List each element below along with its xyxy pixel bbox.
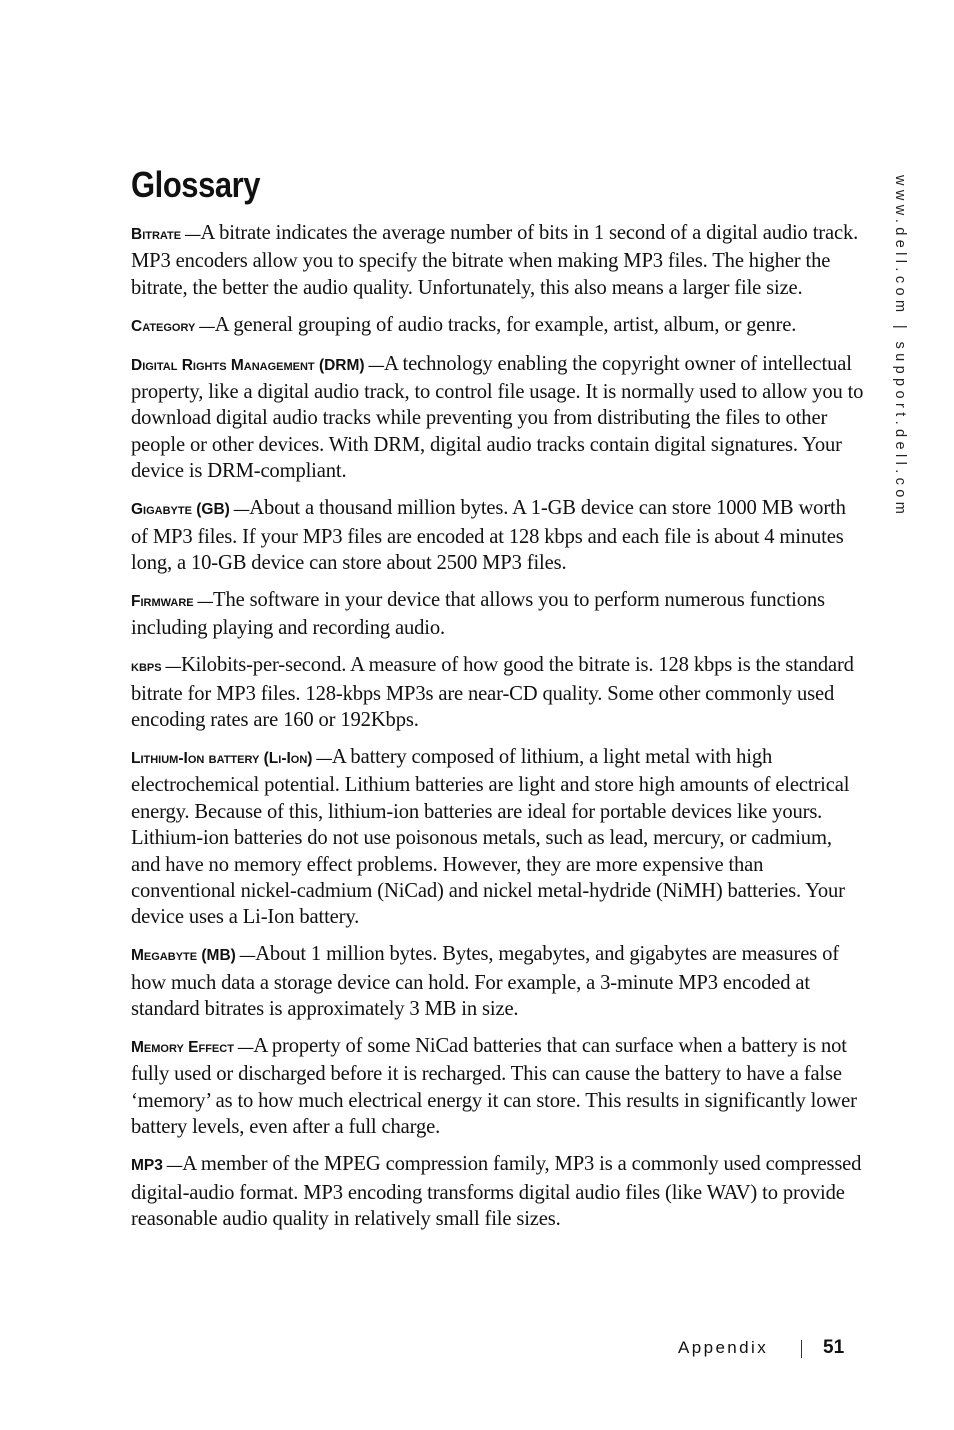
glossary-entry-gigabyte	[131, 495, 864, 576]
term-dash: —	[193, 592, 214, 610]
glossary-term: Lithium-Ion battery (Li-Ion)	[131, 749, 313, 767]
glossary-entry-firmware	[131, 587, 864, 642]
term-dash: —	[161, 658, 181, 676]
glossary-entry-drm	[131, 351, 864, 485]
glossary-entry-megabyte	[131, 941, 864, 1022]
glossary-term: MP3	[131, 1157, 163, 1175]
glossary-term: Category	[131, 317, 196, 335]
term-dash: —	[195, 317, 215, 335]
glossary-definition: A general grouping of audio tracks, for example, artist, album, or genre.	[214, 313, 797, 336]
term-dash: —	[181, 226, 201, 243]
glossary-entry-memory-effect	[131, 1033, 864, 1141]
glossary-term: Gigabyte (GB)	[131, 501, 230, 519]
footer-divider	[801, 1340, 802, 1358]
glossary-entry-kbps	[131, 652, 864, 733]
glossary-term: Megabyte (MB)	[131, 947, 236, 965]
glossary-definition: About 1 million bytes. Bytes, megabytes, and gigabytes are measures of how much data a storage device can hold. For example, a 3-minute MP3 encoded at standard bitrates is approximately 3 MB in size.	[131, 943, 839, 1021]
glossary-entries	[131, 220, 864, 1243]
glossary-term: Memory Effect	[131, 1038, 234, 1056]
page-number: 51	[823, 1337, 845, 1358]
glossary-entry-lithium-ion	[131, 744, 864, 931]
glossary-definition: A battery composed of lithium, a light metal with high electrochemical potential. Lithium batteries are light and store high amounts of electrical energy. Because of this, lithium-ion batteries are ideal for portable devices like yours. Lithium-ion batteries do not use poisonous metals, such as lead, mercury, or cadmium, and have no memory effect problems. However, they are more expensive than conventional nickel-cadmium (NiCad) and nickel metal-hydride (NiMH) batteries. Your device uses a Li-Ion battery.	[131, 745, 850, 929]
glossary-definition: A member of the MPEG compression family, MP3 is a commonly used compressed digital-audio format. MP3 encoding transforms digital audio files (like WAV) to provide reasonable audio quality in relatively small file sizes.	[131, 1153, 862, 1230]
glossary-term: kbps	[131, 658, 162, 676]
glossary-term: Bitrate	[131, 226, 182, 243]
glossary-definition: The software in your device that allows you to perform numerous functions including playing and recording audio.	[131, 588, 825, 640]
term-dash: —	[162, 1157, 183, 1175]
glossary-entry-category	[131, 312, 864, 340]
term-dash: —	[229, 501, 250, 519]
glossary-definition: A bitrate indicates the average number of bits in 1 second of a digital audio track. MP3 encoders allow you to specify the bitrate when making MP3 files. The higher the bitrate, the better the audio quality. Unfortunately, this also means a larger file size.	[131, 222, 859, 299]
glossary-term: Firmware	[131, 592, 194, 610]
glossary-term: Digital Rights Management (DRM)	[131, 356, 365, 374]
footer-section-label: Appendix	[678, 1338, 769, 1357]
glossary-entry-bitrate	[131, 220, 864, 301]
term-dash: —	[312, 749, 332, 767]
term-dash: —	[364, 356, 384, 374]
term-dash: —	[233, 1038, 254, 1056]
page-title: Glossary	[131, 164, 261, 205]
side-url-text: www.dell.com | support.dell.com	[892, 175, 908, 519]
glossary-definition: A technology enabling the copyright owner of intellectual property, like a digital audio track, to control file usage. It is normally used to allow you to download digital audio tracks while preventing you from distributing the files to other people or other devices. With DRM, digital audio tracks contain digital signatures. Your device is DRM-compliant.	[131, 352, 864, 483]
term-dash: —	[235, 947, 256, 965]
page-footer	[640, 1336, 850, 1362]
glossary-definition: Kilobits-per-second. A measure of how good the bitrate is. 128 kbps is the standard bitrate for MP3 files. 128-kbps MP3s are near-CD quality. Some other commonly used encoding rates are 160 or 192Kbps.	[131, 654, 854, 731]
glossary-definition: About a thousand million bytes. A 1-GB device can store 1000 MB worth of MP3 files. If your MP3 files are encoded at 128 kbps and each file is about 4 minutes long, a 10-GB device can store about 2500 MP3 files.	[131, 497, 846, 574]
glossary-definition: A property of some NiCad batteries that can surface when a battery is not fully used or discharged before it is recharged. This can cause the battery to have a false ‘memory’ as to how much electrical energy it can store. This results in significantly lower battery levels, even after a full charge.	[131, 1034, 857, 1139]
glossary-entry-mp3	[131, 1151, 864, 1232]
